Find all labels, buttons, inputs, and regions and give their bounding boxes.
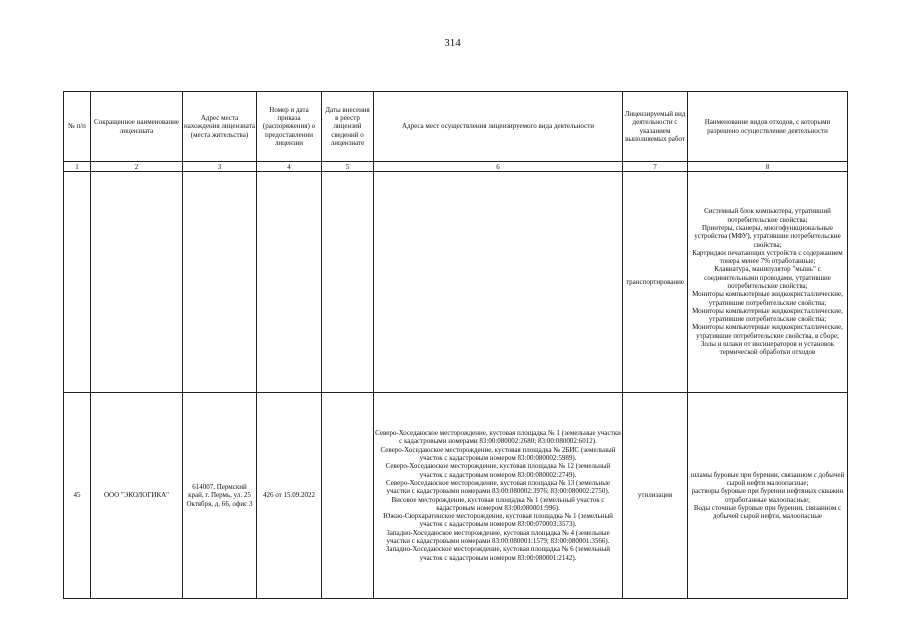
page-number: 314 bbox=[444, 37, 461, 49]
row-activity: транспортирование bbox=[623, 172, 688, 393]
column-number: 2 bbox=[91, 162, 183, 172]
row-waste bbox=[688, 172, 848, 393]
column-number: 5 bbox=[322, 162, 374, 172]
row-waste bbox=[688, 393, 848, 599]
column-number: 4 bbox=[257, 162, 322, 172]
row-date bbox=[322, 172, 374, 393]
place-item: Северо-Хоседаюское месторождение, кустовая площадка № 13 (земельные участки с кадастровыми номерами 83:00:080002:3976; 83:00:080002:2750). bbox=[385, 478, 611, 496]
waste-item: Картриджи печатающих устройств с содержанием тонера менее 7% отработанные; bbox=[692, 248, 843, 266]
place-item: Висовое месторождение, кустовая площадка № 1 (земельный участок с кадастровым номером 83:00:080001:996). bbox=[391, 495, 605, 512]
column-number: 3 bbox=[183, 162, 257, 172]
waste-item: Принтеры, сканеры, многофункциональные устройства (МФУ), утратившие потребительские свойства; bbox=[694, 223, 841, 249]
column-number: 7 bbox=[623, 162, 688, 172]
waste-item: шламы буровые при бурении, связанном с добычей сырой нефти малоопасные; bbox=[690, 470, 845, 487]
header-date: Даты внесения в реестр лицензий сведений о лицензиате bbox=[322, 92, 374, 162]
table-row bbox=[64, 172, 848, 393]
waste-item: Системный блок компьютера, утративший потребительские свойства; bbox=[704, 207, 831, 224]
place-item: Западно-Хоседаюское месторождение, кустовая площадка № 4 (земельные участки с кадастровыми номерами 83:00:080001:1579; 83:00:080001:3566). bbox=[386, 528, 610, 545]
license-registry-table bbox=[63, 91, 848, 599]
waste-item: Мониторы компьютерные жидкокристаллические, утратившие потребительские свойства; bbox=[692, 290, 843, 307]
place-item: Южно-Сюрхаратинское месторождение, кустовая площадка № 1 (земельный участок с кадастровым номером 83:00:070003:3573). bbox=[383, 512, 613, 529]
place-item: Северо-Хоседаюское месторождение, кустовая площадка № 12 (земельный участок с кадастровым номером 83:00:080002:2749). bbox=[385, 462, 611, 479]
row-activity: утилизация bbox=[623, 393, 688, 599]
header-name: Сокращенное наименование лицензиата bbox=[91, 92, 183, 162]
row-address: 614007, Пермский край, г. Пермь, ул. 25 Октября, д. 66, офис 3 bbox=[183, 393, 257, 599]
header-num: № п/п bbox=[64, 92, 91, 162]
waste-item: Воды сточные буровые при бурении, связанном с добычей сырой нефти, малоопасные bbox=[693, 503, 842, 521]
row-address bbox=[183, 172, 257, 393]
place-item: Северо-Хоседаюское месторождение, кустовая площадка № 2БИС (земельный участок с кадастровым номером 83:00:080002:5989). bbox=[380, 445, 616, 463]
place-item: Северо-Хоседаюское месторождение, кустовая площадка № 1 (земельные участки с кадастровыми номерами 83:00:080002:2680; 83:00:080002:6012). bbox=[375, 429, 621, 446]
column-number: 1 bbox=[64, 162, 91, 172]
header-order: Номер и дата приказа (распоряжения) о предоставлении лицензии bbox=[257, 92, 322, 162]
header-address: Адрес места нахождения лицензиата (места жительства) bbox=[183, 92, 257, 162]
header-activity: Лицензируемый вид деятельности с указанием выполняемых работ bbox=[623, 92, 688, 162]
row-places bbox=[374, 393, 623, 599]
row-num: 45 bbox=[64, 393, 91, 599]
column-number: 8 bbox=[688, 162, 848, 172]
column-number-row bbox=[64, 162, 848, 172]
row-order bbox=[257, 172, 322, 393]
row-date bbox=[322, 393, 374, 599]
table-row bbox=[64, 393, 848, 599]
waste-item: растворы буровые при бурении нефтяных скважин отработанные малоопасные; bbox=[691, 487, 844, 504]
waste-item: Клавиатура, манипулятор "мышь" с соединительными проводами, утратившие потребительские свойства; bbox=[704, 265, 831, 290]
column-number: 6 bbox=[374, 162, 623, 172]
place-item: Западно-Хоседаюское месторождение, кустовая площадка № 6 (земельный участок с кадастровым номером 83:00:080001:2142). bbox=[385, 545, 611, 562]
row-num bbox=[64, 172, 91, 393]
waste-item: Мониторы компьютерные жидкокристаллические, утратившие потребительские свойства, в сборе; bbox=[692, 323, 843, 340]
header-row bbox=[64, 92, 848, 162]
row-name: ООО "ЭКОЛОГИКА" bbox=[91, 393, 183, 599]
row-places bbox=[374, 172, 623, 393]
waste-item: Золы и шлаки от инсинераторов и установок термической обработки отходов bbox=[700, 340, 835, 357]
waste-item: Мониторы компьютерные жидкокристаллические, утратившие потребительские свойства; bbox=[692, 306, 843, 324]
row-order: 426 от 15.09.2022 bbox=[257, 393, 322, 599]
header-waste: Наименование видов отходов, с которыми разрешено осуществление деятельности bbox=[688, 92, 848, 162]
header-places: Адреса мест осуществления лицензируемого вида деятельности bbox=[374, 92, 623, 162]
row-name bbox=[91, 172, 183, 393]
